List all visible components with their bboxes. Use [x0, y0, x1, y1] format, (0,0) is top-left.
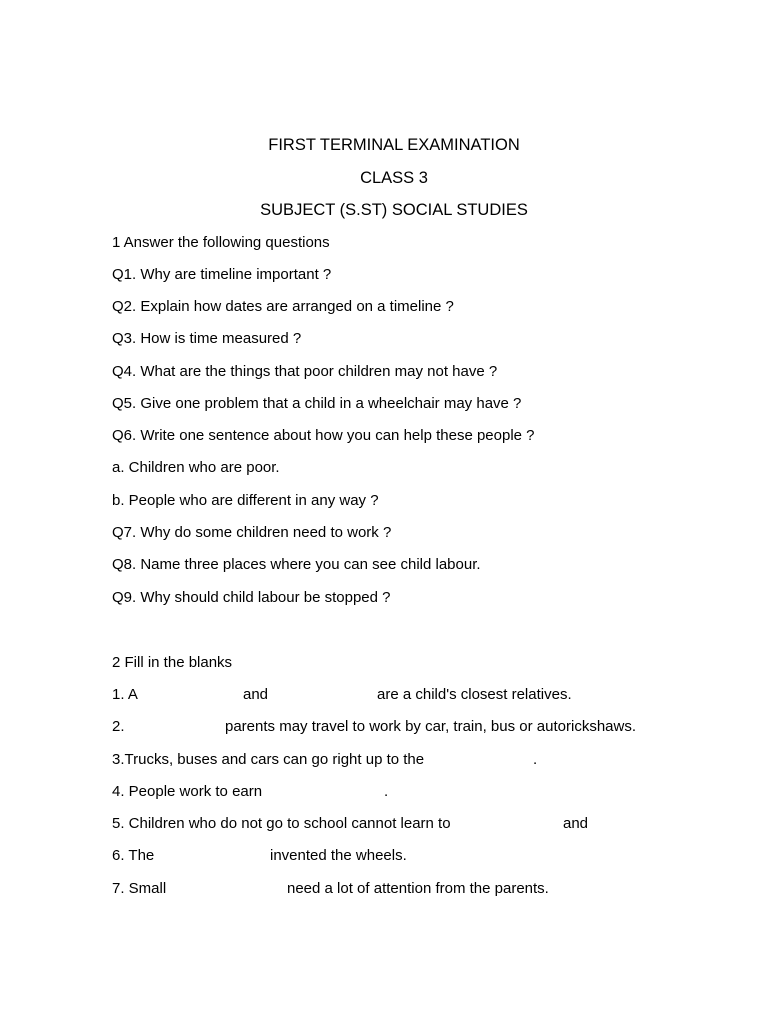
blank-item-1-part-c: are a child's closest relatives. — [377, 686, 572, 703]
blank-item-3-part-a: 3.Trucks, buses and cars can go right up to the — [112, 751, 425, 768]
blank-item-6-part-b: invented the wheels. — [270, 847, 407, 864]
question-q7: Q7. Why do some children need to work ? — [112, 524, 392, 541]
blank-item-1-part-b: and — [243, 686, 269, 703]
blank-item-7-part-b: need a lot of attention from the parents. — [287, 880, 549, 897]
question-q2: Q2. Explain how dates are arranged on a timeline ? — [112, 298, 454, 315]
question-q1: Q1. Why are timeline important ? — [112, 266, 332, 283]
blank-item-1-part-a: 1. A — [112, 686, 138, 703]
blank-item-7-part-a: 7. Small — [112, 880, 167, 897]
question-q9: Q9. Why should child labour be stopped ? — [112, 589, 391, 606]
question-q8: Q8. Name three places where you can see child labour. — [112, 556, 481, 573]
question-q6b: b. People who are different in any way ? — [112, 492, 379, 509]
blank-item-4-part-b: . — [384, 783, 389, 800]
blank-item-2-part-a: 2. — [112, 718, 125, 735]
blank-item-5-part-b: and — [563, 815, 589, 832]
question-q6a: a. Children who are poor. — [112, 459, 280, 476]
blank-item-6-part-a: 6. The — [112, 847, 155, 864]
blank-item-5-part-a: 5. Children who do not go to school cannot learn to — [112, 815, 451, 832]
blank-item-3-part-b: . — [533, 751, 538, 768]
exam-title: FIRST TERMINAL EXAMINATION — [268, 136, 520, 154]
blank-item-4-part-a: 4. People work to earn — [112, 783, 263, 800]
question-q5: Q5. Give one problem that a child in a wheelchair may have ? — [112, 395, 522, 412]
question-q3: Q3. How is time measured ? — [112, 330, 302, 347]
class-title: CLASS 3 — [360, 169, 428, 187]
subject-title: SUBJECT (S.ST) SOCIAL STUDIES — [260, 201, 528, 219]
question-q4: Q4. What are the things that poor children may not have ? — [112, 363, 498, 380]
section1-heading: 1 Answer the following questions — [112, 234, 330, 251]
section2-heading: 2 Fill in the blanks — [112, 654, 233, 671]
question-q6: Q6. Write one sentence about how you can help these people ? — [112, 427, 535, 444]
blank-item-2-part-b: parents may travel to work by car, train, bus or autorickshaws. — [225, 718, 636, 735]
